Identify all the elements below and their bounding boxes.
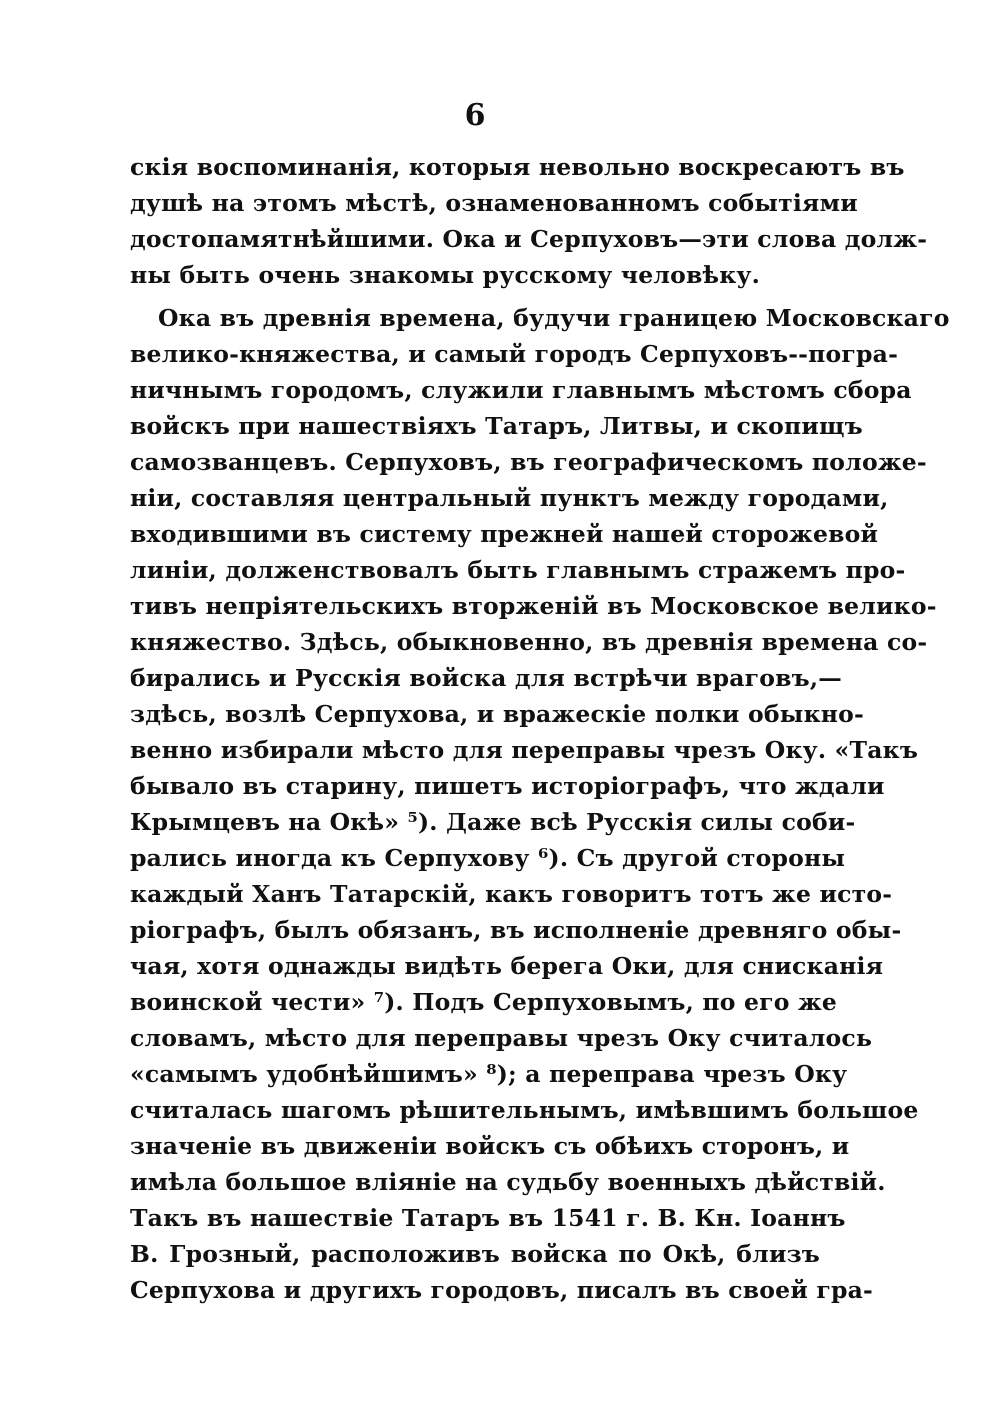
text-line: чая, хотя однажды видѣть берега Оки, для снисканія	[130, 952, 884, 980]
paragraph	[130, 149, 928, 293]
text-line: велико-княжества, и самый городъ Серпуховъ--погра-	[130, 340, 899, 368]
text-line: ніи, составляя центральный пунктъ между городами,	[130, 484, 889, 512]
text-line: Ока въ древнія времена, будучи границею Московскаго	[158, 304, 950, 332]
text-line: войскъ при нашествіяхъ Татаръ, Литвы, и скопищъ	[130, 412, 863, 440]
text-line: бирались и Русскія войска для встрѣчи враговъ,—	[130, 664, 842, 692]
text-line: ничнымъ городомъ, служили главнымъ мѣстомъ сбора	[130, 376, 912, 404]
text-line: ріографъ, былъ обязанъ, въ исполненіе древняго обы-	[130, 916, 902, 944]
text-line: ны быть очень знакомы русскому человѣку.	[130, 261, 761, 289]
text-line: значеніе въ движеніи войскъ съ обѣихъ сторонъ, и	[130, 1132, 850, 1160]
text-line: имѣла большое вліяніе на судьбу военныхъ дѣйствій.	[130, 1168, 886, 1196]
text-line: Крымцевъ на Окѣ» ⁵). Даже всѣ Русскія силы соби-	[130, 808, 856, 836]
text-line: воинской чести» ⁷). Подъ Серпуховымъ, по его же	[130, 988, 838, 1016]
text-line: словамъ, мѣсто для переправы чрезъ Оку считалось	[130, 1024, 873, 1052]
text-line: здѣсь, возлѣ Серпухова, и вражескіе полки обыкно-	[130, 700, 864, 728]
text-line: Такъ въ нашествіе Татаръ въ 1541 г. В. Кн. Іоаннъ	[130, 1204, 846, 1232]
text-line: скія воспоминанія, которыя невольно воскресаютъ въ	[130, 153, 905, 181]
text-line: душѣ на этомъ мѣстѣ, ознаменованномъ событіями	[130, 189, 858, 217]
text-line: бывало въ старину, пишетъ исторіографъ, что ждали	[130, 772, 885, 800]
text-line: самозванцевъ. Серпуховъ, въ географическомъ положе-	[130, 448, 927, 476]
text-line: достопамятнѣйшими. Ока и Серпуховъ—эти слова долж-	[130, 225, 928, 253]
text-line: считалась шагомъ рѣшительнымъ, имѣвшимъ большое	[130, 1096, 919, 1124]
page-number: 6	[464, 98, 486, 133]
text-line: линіи, долженствовалъ быть главнымъ стражемъ про-	[130, 556, 906, 584]
text-line: входившими въ систему прежней нашей сторожевой	[130, 520, 879, 548]
text-line: венно избирали мѣсто для переправы чрезъ Оку. «Такъ	[130, 736, 919, 764]
body-text	[130, 149, 950, 1308]
paragraph-spacer	[130, 293, 820, 300]
text-line: В. Грозный, расположивъ войска по Окѣ, близъ	[130, 1240, 820, 1268]
text-line: Серпухова и другихъ городовъ, писалъ въ своей гра-	[130, 1276, 873, 1304]
text-line: тивъ непріятельскихъ вторженій въ Московское велико-	[130, 592, 937, 620]
text-line: каждый Ханъ Татарскій, какъ говоритъ тотъ же исто-	[130, 880, 893, 908]
text-line: рались иногда къ Серпухову ⁶). Съ другой стороны	[130, 844, 846, 872]
paragraph	[130, 300, 950, 1308]
text-line: «самымъ удобнѣйшимъ» ⁸); а переправа чрезъ Оку	[130, 1060, 848, 1088]
text-line: княжество. Здѣсь, обыкновенно, въ древнія времена со-	[130, 628, 928, 656]
